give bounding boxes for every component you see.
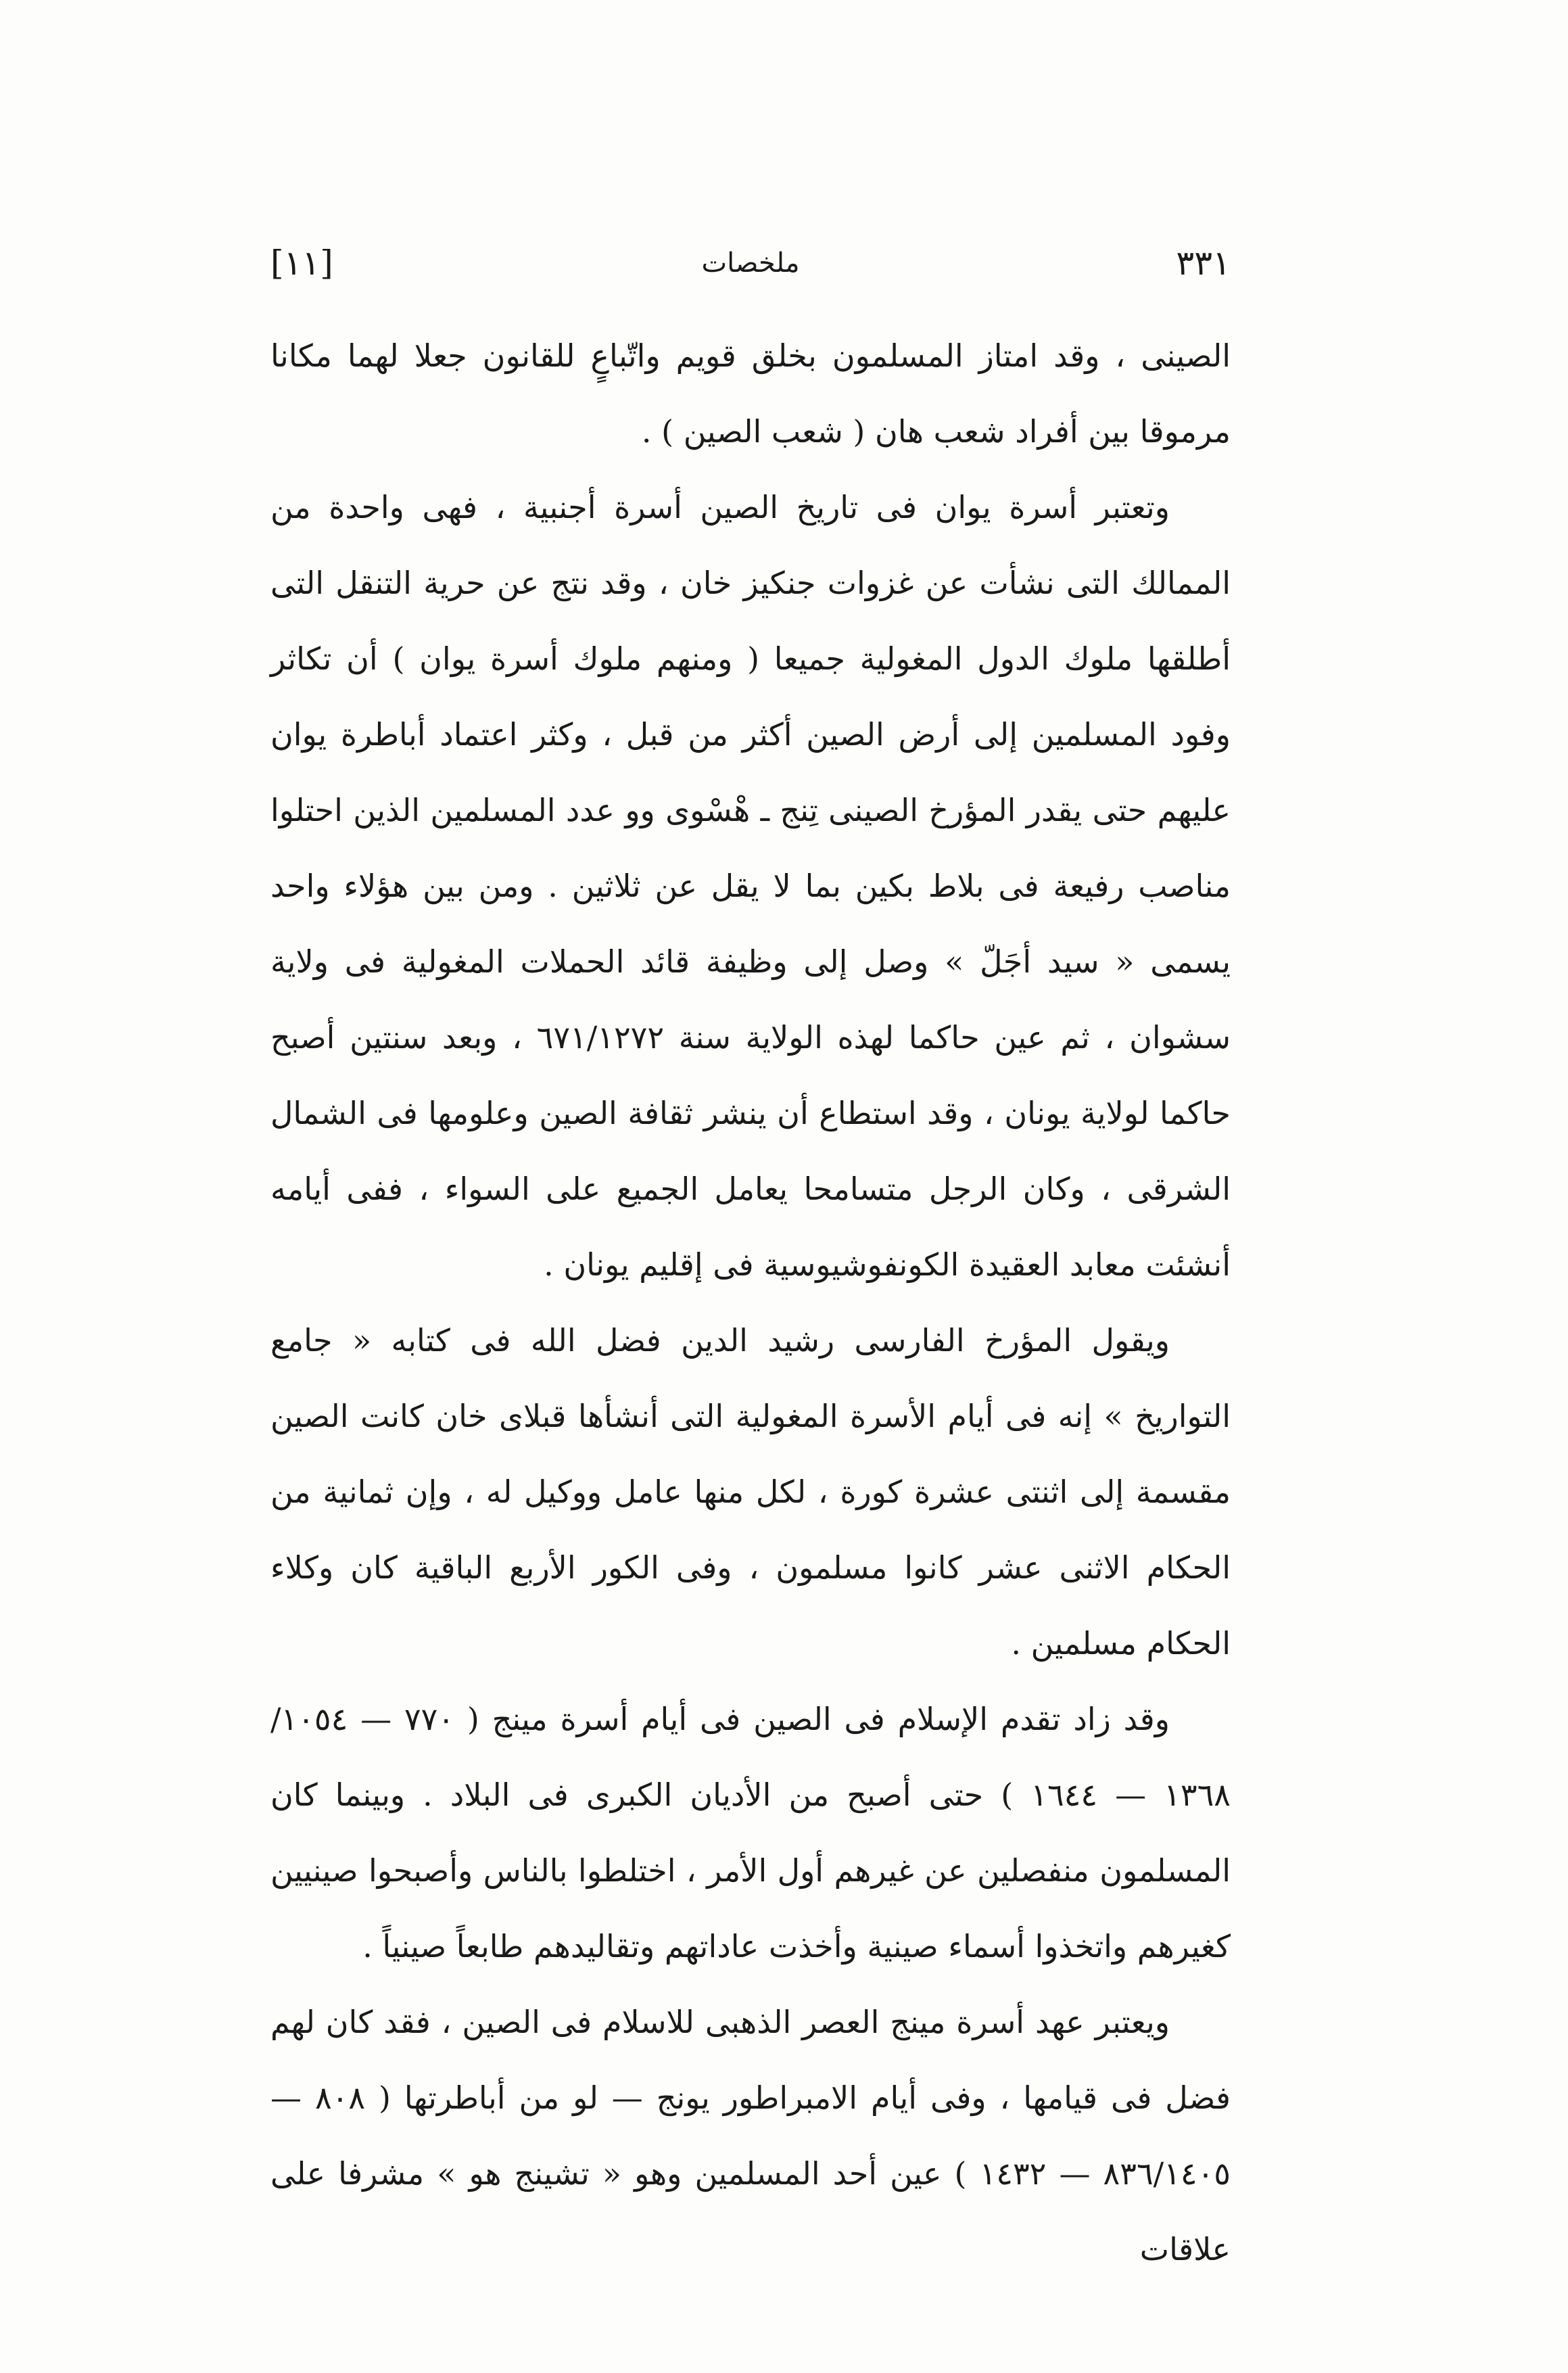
running-header [270,243,1231,298]
paragraph-golden-age: ويعتبر عهد أسرة مينج العصر الذهبى للاسلام فى الصين ، فقد كان لهم فضل فى قيامها ، وفى أيام الامبراطور يونج — لو من أباطرتها ( ٨٠٨ — ٨٣٦/١٤٠٥ — ١٤٣٢ ) عين أحد المسلمين وهو « تشينج هو » مشرفا على علاقات [270,2004,1231,2268]
paragraph-yuan-dynasty: وتعتبر أسرة يوان فى تاريخ الصين أسرة أجنبية ، فهى واحدة من الممالك التى نشأت عن غزوات جنكيز خان ، وقد نتج عن حرية التنقل التى أطلقها ملوك الدول المغولية جميعا ( ومنهم ملوك أسرة يوان ) أن تكاثر وفود المسلمين إلى أرض الصين أكثر من قبل ، وكثر اعتماد أباطرة يوان عليهم حتى يقدر المؤرخ الصينى تِنج ـ هْسْوى وو عدد المسلمين الذين احتلوا مناصب رفيعة فى بلاط بكين بما لا يقل عن ثلاثين . ومن بين هؤلاء واحد يسمى « سيد أجَلّ » وصل إلى وظيفة قائد الحملات المغولية فى ولاية سشوان ، ثم عين حاكما لهذه الولاية سنة ٦٧١/١٢٧٢ ، وبعد سنتين أصبح حاكما لولاية يونان ، وقد استطاع أن ينشر ثقافة الصين وعلومها فى الشمال الشرقى ، وكان الرجل متسامحا يعامل الجميع على السواء ، ففى أيامه أنشئت معابد العقيدة الكونفوشيوسية فى إقليم يونان . [270,489,1231,1283]
section-number: [١١] [270,243,333,283]
page-number: ٣٣١ [1176,243,1231,283]
body-text [270,318,1231,2287]
running-title: ملخصات [701,248,800,279]
paragraph-rashid-al-din: ويقول المؤرخ الفارسى رشيد الدين فضل الله فى كتابه « جامع التواريخ » إنه فى أيام الأسرة المغولية التى أنشأها قبلاى خان كانت الصين مقسمة إلى اثنتى عشرة كورة ، لكل منها عامل ووكيل له ، وإن ثمانية من الحكام الاثنى عشر كانوا مسلمون ، وفى الكور الأربع الباقية كان وكلاء الحكام مسلمين . [270,1322,1231,1662]
paragraph-continuation: الصينى ، وقد امتاز المسلمون بخلق قويم واتّباعٍ للقانون جعلا لهما مكانا مرموقا بين أفراد شعب هان ( شعب الصين ) . [270,337,1231,450]
paragraph-ming-dynasty: وقد زاد تقدم الإسلام فى الصين فى أيام أسرة مينج ( ٧٧٠ — ١٠٥٤/ ١٣٦٨ — ١٦٤٤ ) حتى أصبح من الأديان الكبرى فى البلاد . وبينما كان المسلمون منفصلين عن غيرهم أول الأمر ، اختلطوا بالناس وأصبحوا صينيين كغيرهم واتخذوا أسماء صينية وأخذت عاداتهم وتقاليدهم طابعاً صينياً . [270,1701,1231,1965]
